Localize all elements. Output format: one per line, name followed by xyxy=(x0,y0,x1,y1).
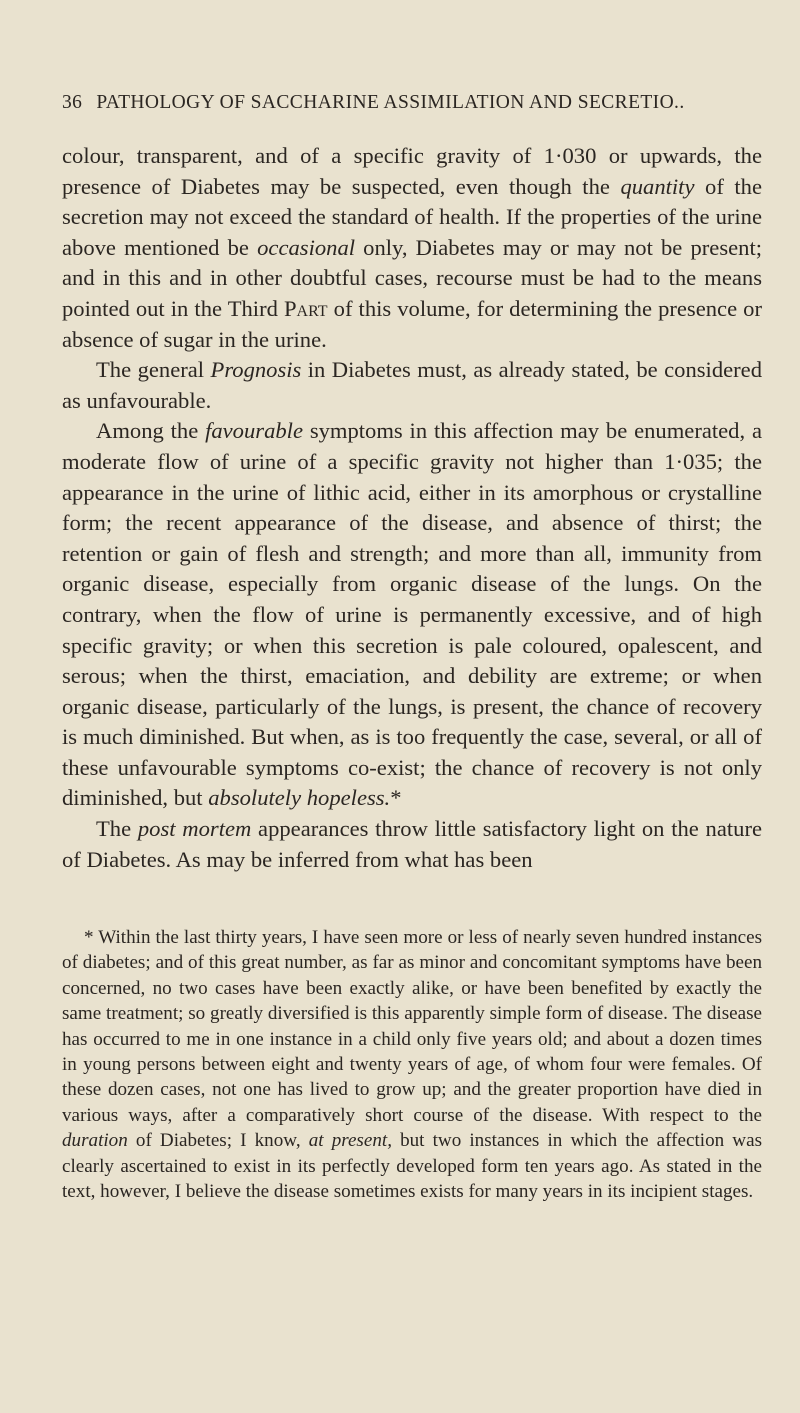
paragraph-symptoms: Among the favourable symptoms in this affection may be enumerated, a moderate flow of urine of a specific gravity not higher than 1·035; the appearance in the urine of lithic acid, either in its amorphous or crystalline form; the recent appearance of the disease, and absence of thirst; the retention or gain of flesh and strength; and more than all, immunity from organic disease, especially from organic disease of the lungs. On the contrary, when the flow of urine is permanently excessive, and of high specific gravity; or when this secretion is pale coloured, opalescent, and serous; when the thirst, emaciation, and debility are extreme; or when organic disease, particularly of the lungs, is present, the chance of recovery is much diminished. But when, as is too frequently the case, several, or all of these unfavourable symptoms co-exist; the chance of recovery is not only diminished, but absolutely hopeless.* xyxy=(62,418,762,811)
running-title: PATHOLOGY OF SACCHARINE ASSIMILATION AND SECRETIO.. xyxy=(96,92,685,113)
page-number: 36 xyxy=(62,92,83,113)
footnote xyxy=(62,925,762,1204)
paragraph-prognosis: The general Prognosis in Diabetes must, as already stated, be considered as unfavourable. xyxy=(62,357,762,413)
paragraph-post-mortem: The post mortem appearances throw little satisfactory light on the nature of Diabetes. As may be inferred from what has been xyxy=(62,816,762,872)
main-text xyxy=(62,141,762,875)
running-header xyxy=(62,92,762,114)
paragraph-diagnosis: colour, transparent, and of a specific gravity of 1·030 or upwards, the presence of Diabetes may be suspected, even though the quantity of the secretion may not exceed the standard of health. If the properties of the urine above mentioned be occasional only, Diabetes may or may not be present; and in this and in other doubtful cases, recourse must be had to the means pointed out in the Third Part of this volume, for determining the presence or absence of sugar in the urine. xyxy=(62,143,763,352)
footnote-text: * Within the last thirty years, I have seen more or less of nearly seven hundred instances of diabetes; and of this great number, as far as minor and concomitant symptoms have been concerned, no two cases have been exactly alike, or have been benefited by exactly the same treatment; so greatly diversified is this apparently simple form of disease. The disease has occurred to me in one instance in a child only five years old; and about a dozen times in young persons between eight and twenty years of age, of whom four were females. Of these dozen cases, not one has lived to grow up; and the greater proportion have died in various ways, after a comparatively short course of the disease. With respect to the duration of Diabetes; I know, at present, but two instances in which the affection was clearly ascertained to exist in its perfectly developed form ten years ago. As stated in the text, however, I believe the disease sometimes exists for many years in its incipient stages. xyxy=(62,927,762,1203)
